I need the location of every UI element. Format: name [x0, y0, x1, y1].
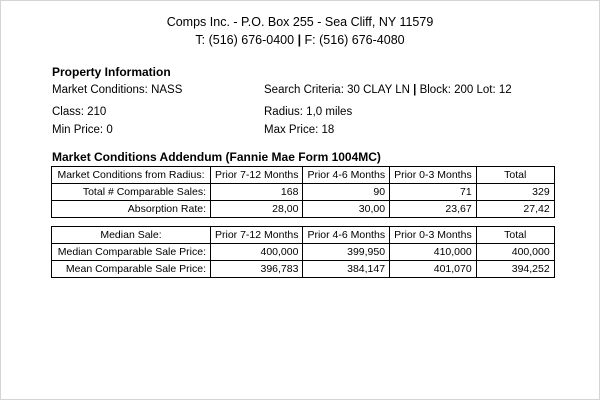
table-row	[52, 201, 555, 218]
table-header-cell: Total	[476, 227, 554, 244]
contact-line	[0, 32, 600, 48]
search-criteria-block-lot: Block: 200 Lot: 12	[419, 84, 512, 96]
row-label: Mean Comparable Sale Price:	[52, 261, 211, 278]
table-header-cell: Market Conditions from Radius:	[52, 167, 211, 184]
table-cell: 23,67	[390, 201, 477, 218]
contact-separator: |	[297, 33, 302, 47]
search-radius: Radius: 1,0 miles	[264, 106, 353, 118]
table-cell: 28,00	[211, 201, 303, 218]
search-criteria	[264, 84, 512, 96]
table-cell: 384,147	[303, 261, 390, 278]
table-cell: 400,000	[476, 244, 554, 261]
max-price: Max Price: 18	[264, 124, 335, 136]
property-class: Class: 210	[52, 106, 107, 118]
table-cell: 401,070	[390, 261, 477, 278]
table-cell: 400,000	[211, 244, 303, 261]
addendum-title: Market Conditions Addendum (Fannie Mae Form 1004MC)	[52, 150, 381, 164]
search-criteria-address: Search Criteria: 30 CLAY LN	[264, 84, 410, 96]
table-row	[52, 184, 555, 201]
table-header-cell: Prior 0-3 Months	[390, 167, 477, 184]
fax-number: F: (516) 676-4080	[304, 33, 405, 47]
table-header-row	[52, 167, 555, 184]
table-header-row	[52, 227, 555, 244]
letterhead	[0, 14, 600, 48]
table-row	[52, 261, 555, 278]
table-header-cell: Prior 4-6 Months	[303, 167, 390, 184]
table-cell: 396,783	[211, 261, 303, 278]
row-label: Total # Comparable Sales:	[52, 184, 211, 201]
table-header-cell: Prior 0-3 Months	[390, 227, 477, 244]
table-cell: 399,950	[303, 244, 390, 261]
table-header-cell: Prior 7-12 Months	[211, 227, 303, 244]
row-label: Absorption Rate:	[52, 201, 211, 218]
table-header-cell: Median Sale:	[52, 227, 211, 244]
table-header-cell: Total	[476, 167, 554, 184]
table-cell: 410,000	[390, 244, 477, 261]
property-info-title: Property Information	[52, 65, 171, 79]
table-cell: 30,00	[303, 201, 390, 218]
table-cell: 394,252	[476, 261, 554, 278]
table-cell: 329	[476, 184, 554, 201]
table-header-cell: Prior 7-12 Months	[211, 167, 303, 184]
min-price: Min Price: 0	[52, 124, 113, 136]
table-cell: 90	[303, 184, 390, 201]
table-cell: 168	[211, 184, 303, 201]
market-conditions: Market Conditions: NASS	[52, 84, 183, 96]
row-label: Median Comparable Sale Price:	[52, 244, 211, 261]
table-cell: 27,42	[476, 201, 554, 218]
company-address: Comps Inc. - P.O. Box 255 - Sea Cliff, NY 11579	[166, 15, 434, 29]
table-header-cell: Prior 4-6 Months	[303, 227, 390, 244]
table-cell: 71	[390, 184, 477, 201]
absorption-table	[51, 166, 555, 218]
median-sale-table	[51, 226, 555, 278]
search-criteria-separator: |	[413, 84, 417, 96]
table-row	[52, 244, 555, 261]
phone-number: T: (516) 676-0400	[195, 33, 295, 47]
